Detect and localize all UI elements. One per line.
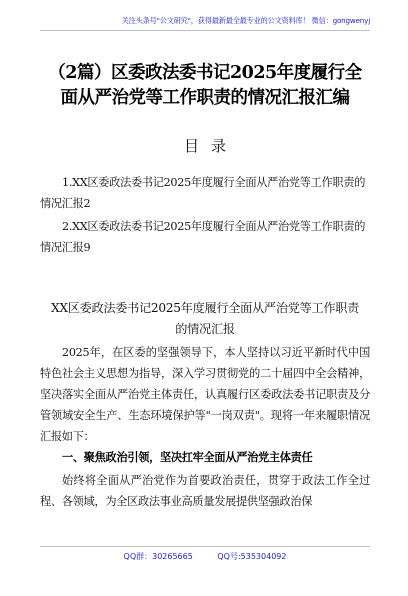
article-title: XX区委政法委书记2025年度履行全面从严治党等工作职责的情况汇报 <box>50 301 360 336</box>
section-paragraph: 始终将全面从严治党作为首要政治责任，贯穿于政法工作全过程、各领域，为全区政法事业高质量发展提供坚强政治保 <box>40 474 370 508</box>
footer-rule <box>40 546 370 547</box>
footer-qq-number: QQ号:535304092 <box>217 552 287 561</box>
body-paragraph: 2025年，在区委的坚强领导下，本人坚持以习近平新时代中国特色社会主义思想为指导，深入学习贯彻党的二十届四中全会精神，坚决落实全面从严治党主体责任，认真履行区委政法委书记职责及分管领域安全生产、生态环境保护等"一岗双责"。现将一年来履职情况汇报如下： <box>40 346 370 443</box>
document-title: （2篇）区委政法委书记2025年度履行全面从严治党等工作职责的情况汇报汇编 <box>48 63 362 108</box>
footer <box>40 546 370 562</box>
toc-heading: 目录 <box>183 137 238 155</box>
footer-contact <box>40 551 370 562</box>
header-rule <box>40 30 370 31</box>
document-page <box>0 16 408 596</box>
header-banner: 关注头条号"公文研究"，获得最新最全最专业的公文资料库！ 微信：gongwenyj <box>121 16 370 25</box>
section-heading: 一、聚焦政治引领，坚决扛牢全面从严治党主体责任 <box>62 451 313 464</box>
toc-item[interactable]: 1.XX区委政法委书记2025年度履行全面从严治党等工作职责的情况汇报2 <box>40 176 366 210</box>
toc-item[interactable]: 2.XX区委政法委书记2025年度履行全面从严治党等工作职责的情况汇报9 <box>40 220 366 254</box>
footer-qq-group: QQ群：30265665 <box>123 552 193 561</box>
toc-list <box>40 172 370 258</box>
